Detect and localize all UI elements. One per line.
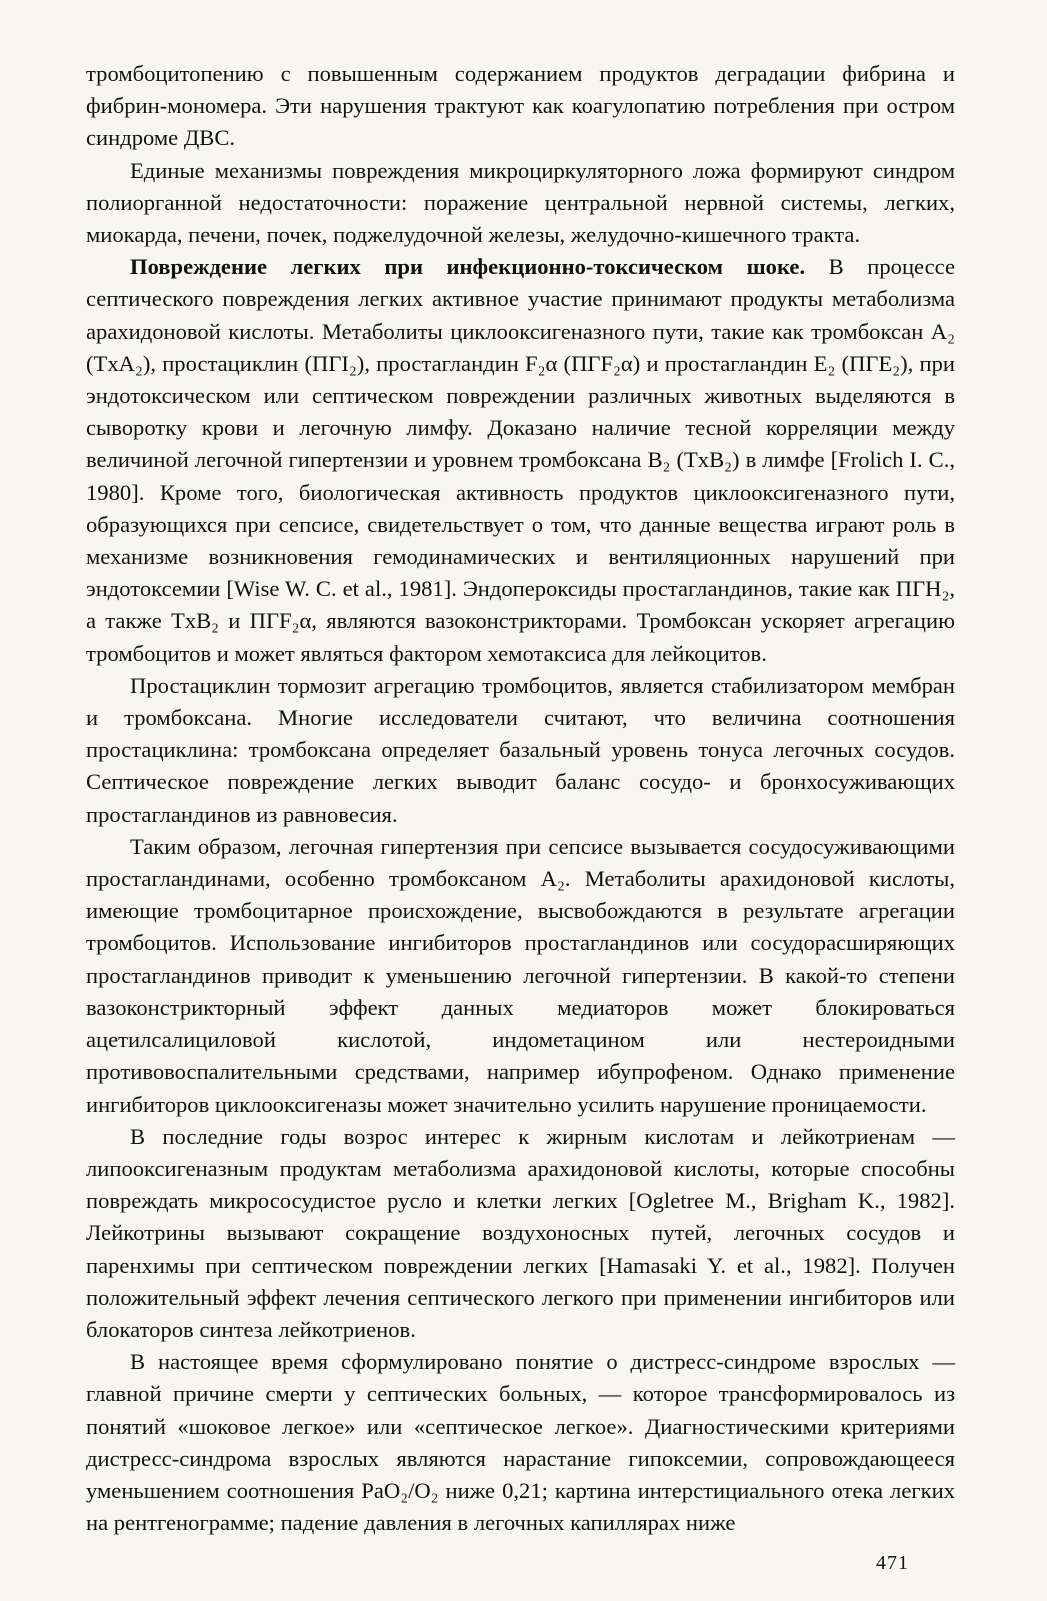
paragraph-6: В последние годы возрос интерес к жирным кислотам и лейкотриенам — липооксигеназным продуктам метаболизма арахидоновой кислоты, которые способны повреждать микрососудистое русло и клетки легких [Ogletree M., Brigham K., 1982]. Лейкотрины вызывают сокращение воздухоносных путей, легочных сосудов и паренхимы при септическом повреждении легких [Hamasaki Y. et al., 1982]. Получен положительный эффект лечения септического легкого при применении ингибиторов или блокаторов синтеза лейкотриенов. [86,1123,955,1342]
paragraph-3-body: В процессе септического повреждения легких активное участие принимают продукты метаболизма арахидоновой кислоты. Метаболиты циклооксигеназного пути, такие как тромбоксан A₂ (TxA₂), простациклин (ПГI₂), простагландин F₂α (ПГF₂α) и простагландин E₂ (ПГE₂), при эндотоксическом или септическом повреждении различных животных выделяются в сыворотку крови и легочную лимфу. Доказано наличие тесной корреляции между величиной легочной гипертензии и уровнем тромбоксана B₂ (TxB₂) в лимфе [Frolich I. C., 1980]. Кроме того, биологическая активность продуктов циклооксигеназного пути, образующихся при сепсисе, свидетельствует о том, что данные вещества играют роль в механизме возникновения гемодинамических и вентиляционных нарушений при эндотоксемии [Wise W. C. et al., 1981]. Эндопероксиды простагландинов, такие как ПГH₂, а также TxB₂ и ПГF₂α, являются вазоконстрикторами. Тромбоксан ускоряет агрегацию тромбоцитов и может являться фактором хемотаксиса для лейкоцитов. [86,254,955,666]
section-heading: Повреждение легких при инфекционно-токсическом шоке. [130,254,806,280]
paragraph-3 [86,251,955,670]
paragraph-1: тромбоцитопению с повышенным содержанием продуктов деградации фибрина и фибрин-мономера. Эти нарушения трактуют как коагулопатию потребления при остром синдроме ДВС. [86,61,955,151]
page-number: 471 [876,1552,909,1574]
paragraph-4: Простациклин тормозит агрегацию тромбоцитов, является стабилизатором мембран и тромбоксана. Многие исследователи считают, что величина соотношения простациклина: тромбоксана определяет базальный уровень тонуса легочных сосудов. Септическое повреждение легких выводит баланс сосудо- и бронхосуживающих простагландинов из равновесия. [86,672,955,827]
paragraph-5: Таким образом, легочная гипертензия при сепсисе вызывается сосудосуживающими простагландинами, особенно тромбоксаном A₂. Метаболиты арахидоновой кислоты, имеющие тромбоцитарное происхождение, высвобождаются в результате агрегации тромбоцитов. Использование ингибиторов простагландинов или сосудорасширяющих простагландинов приводит к уменьшению легочной гипертензии. В какой-то степени вазоконстрикторный эффект данных медиаторов может блокироваться ацетилсалициловой кислотой, индометацином или нестероидными противовоспалительными средствами, например ибупрофеном. Однако применение ингибиторов циклооксигеназы может значительно усилить нарушение проницаемости. [86,833,955,1117]
paragraph-2: Единые механизмы повреждения микроциркуляторного ложа формируют синдром полиорганной недостаточности: поражение центральной нервной системы, легких, миокарда, печени, почек, поджелудочной железы, желудочно-кишечного тракта. [86,157,955,248]
paragraph-7: В настоящее время сформулировано понятие о дистресс-синдроме взрослых — главной причине смерти у септических больных, — которое трансформировалось из понятий «шоковое легкое» или «септическое легкое». Диагностическими критериями дистресс-синдрома взрослых являются нарастание гипоксемии, сопровождающееся уменьшением соотношения PaO₂/O₂ ниже 0,21; картина интерстициального отека легких на рентгенограмме; падение давления в легочных капиллярах ниже [86,1349,955,1536]
